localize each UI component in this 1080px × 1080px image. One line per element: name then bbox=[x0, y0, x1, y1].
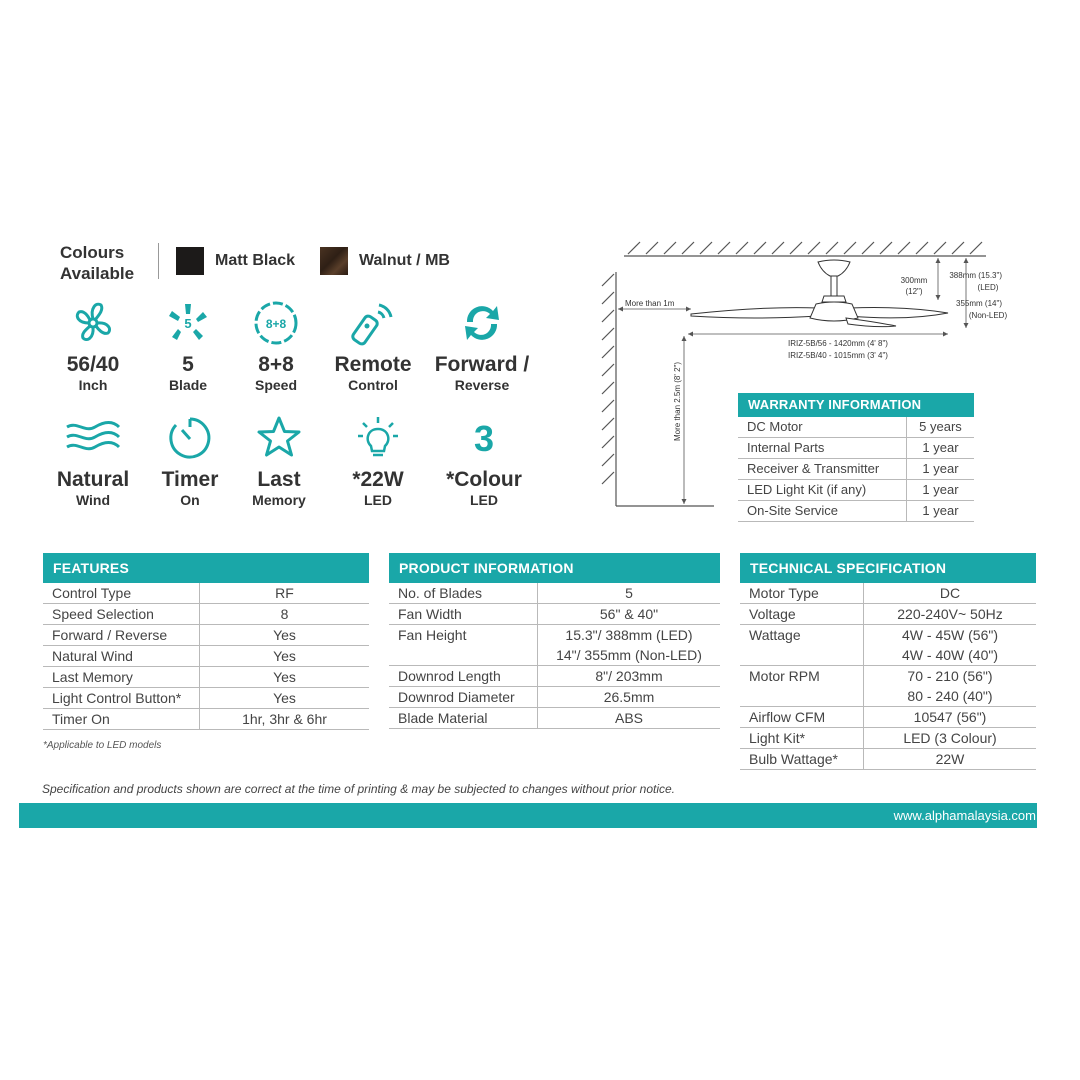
spec-value: 220-240V~ 50Hz bbox=[864, 604, 1037, 625]
product-info-title: PRODUCT INFORMATION bbox=[389, 553, 720, 583]
spec-item: Wattage bbox=[740, 625, 864, 666]
label-355mm: 355mm (14") bbox=[956, 299, 1002, 308]
feature-item: Last Memory bbox=[43, 667, 200, 688]
features-note: *Applicable to LED models bbox=[43, 740, 162, 751]
table-row bbox=[43, 667, 369, 688]
product-value-line2: 14"/ 355mm (Non-LED) bbox=[556, 647, 702, 663]
spec-item: Airflow CFM bbox=[740, 707, 864, 728]
feature-blades-value: 5 bbox=[182, 353, 194, 376]
table-row bbox=[43, 646, 369, 667]
ceiling-hatch bbox=[628, 242, 982, 254]
table-row bbox=[740, 625, 1036, 666]
feature-item: Forward / Reverse bbox=[43, 625, 200, 646]
feature-size-label: Inch bbox=[78, 377, 108, 393]
feature-reverse-value: Forward / bbox=[434, 353, 530, 376]
tech-spec-table bbox=[740, 553, 1036, 770]
spec-value: DC bbox=[864, 583, 1037, 604]
label-388mm: 388mm (15.3") bbox=[949, 271, 1002, 280]
speed-8-8-icon bbox=[251, 298, 301, 348]
swatch-walnut bbox=[320, 247, 348, 275]
footer-bar bbox=[19, 803, 1037, 828]
product-item: Blade Material bbox=[389, 708, 538, 729]
website-link[interactable]: www.alphamalaysia.com bbox=[893, 808, 1036, 823]
label-300mm-in: (12") bbox=[905, 287, 923, 296]
blade-5-icon-text: 5 bbox=[184, 316, 192, 331]
feature-size-value: 56/40 bbox=[66, 353, 120, 376]
product-item: Fan Width bbox=[389, 604, 538, 625]
timer-icon bbox=[165, 413, 215, 463]
feature-wind-value: Natural bbox=[56, 468, 130, 491]
spec-item: Motor Type bbox=[740, 583, 864, 604]
spec-value-line1: 4W - 45W (56") bbox=[902, 627, 998, 643]
spec-value-line2: 80 - 240 (40") bbox=[907, 688, 993, 704]
spec-value: LED (3 Colour) bbox=[864, 728, 1037, 749]
feature-item: Speed Selection bbox=[43, 604, 200, 625]
feature-memory-label: Memory bbox=[252, 492, 306, 508]
spec-value-line1: 70 - 210 (56") bbox=[907, 668, 993, 684]
swatch-matt-black bbox=[176, 247, 204, 275]
spec-value bbox=[864, 666, 1037, 707]
warranty-value: 1 year bbox=[907, 480, 975, 501]
label-more-than-1m: More than 1m bbox=[625, 299, 675, 308]
product-item: Downrod Length bbox=[389, 666, 538, 687]
product-item: Fan Height bbox=[389, 625, 538, 666]
feature-blades bbox=[138, 298, 238, 393]
feature-value: Yes bbox=[200, 646, 370, 667]
warranty-title: WARRANTY INFORMATION bbox=[738, 393, 974, 417]
disclaimer: Specification and products shown are correct at the time of printing & may be subjected to changes without prior notice. bbox=[42, 782, 676, 796]
feature-22w-label: LED bbox=[364, 492, 392, 508]
table-row bbox=[389, 708, 720, 729]
feature-item: Control Type bbox=[43, 583, 200, 604]
warranty-item: Receiver & Transmitter bbox=[738, 459, 907, 480]
label-more-than-2-5m: More than 2.5m (8' 2") bbox=[673, 361, 682, 441]
label-300mm: 300mm bbox=[900, 276, 928, 285]
tech-spec-rows bbox=[740, 583, 1036, 770]
features-rows bbox=[43, 583, 369, 730]
table-row bbox=[389, 625, 720, 666]
table-row bbox=[738, 417, 974, 438]
spec-item: Light Kit* bbox=[740, 728, 864, 749]
star-icon bbox=[254, 413, 304, 463]
feature-speed bbox=[226, 298, 326, 393]
product-item: Downrod Diameter bbox=[389, 687, 538, 708]
table-row bbox=[43, 709, 369, 730]
table-row bbox=[43, 583, 369, 604]
remote-icon bbox=[348, 298, 398, 348]
label-388mm-led: (LED) bbox=[977, 283, 999, 292]
feature-value: RF bbox=[200, 583, 370, 604]
colours-title-line2: Available bbox=[60, 264, 135, 283]
swatch-label-walnut: Walnut / MB bbox=[359, 252, 450, 269]
table-row bbox=[738, 501, 974, 522]
feature-colour-value: *Colour bbox=[446, 468, 522, 491]
label-span-40: IRIZ-5B/40 - 1015mm (3' 4") bbox=[788, 351, 888, 360]
table-row bbox=[738, 438, 974, 459]
feature-colour bbox=[434, 413, 534, 508]
product-info-rows bbox=[389, 583, 720, 729]
product-value: 56" & 40" bbox=[538, 604, 721, 625]
warranty-rows bbox=[738, 417, 974, 522]
warranty-value: 1 year bbox=[907, 438, 975, 459]
product-value: 5 bbox=[538, 583, 721, 604]
feature-value: 8 bbox=[200, 604, 370, 625]
feature-reverse-label: Reverse bbox=[454, 377, 510, 393]
features-table bbox=[43, 553, 369, 751]
table-row bbox=[740, 583, 1036, 604]
feature-item: Light Control Button* bbox=[43, 688, 200, 709]
spec-value bbox=[864, 625, 1037, 666]
feature-remote bbox=[323, 298, 423, 393]
feature-last-memory bbox=[229, 413, 329, 508]
table-row bbox=[389, 666, 720, 687]
features-title: FEATURES bbox=[43, 553, 369, 583]
feature-value: Yes bbox=[200, 688, 370, 709]
warranty-item: LED Light Kit (if any) bbox=[738, 480, 907, 501]
warranty-item: DC Motor bbox=[738, 417, 907, 438]
product-value: 26.5mm bbox=[538, 687, 721, 708]
wind-icon bbox=[63, 413, 123, 463]
product-value: ABS bbox=[538, 708, 721, 729]
feature-wind-label: Wind bbox=[75, 492, 111, 508]
table-row bbox=[43, 604, 369, 625]
swatch-label-matt-black: Matt Black bbox=[215, 252, 296, 269]
feature-item: Timer On bbox=[43, 709, 200, 730]
reverse-arrows-icon bbox=[457, 298, 507, 348]
table-row bbox=[738, 459, 974, 480]
feature-timer bbox=[140, 413, 240, 508]
label-span-56: IRIZ-5B/56 - 1420mm (4' 8") bbox=[788, 339, 888, 348]
product-value: 8"/ 203mm bbox=[538, 666, 721, 687]
tech-spec-title: TECHNICAL SPECIFICATION bbox=[740, 553, 1036, 583]
table-row bbox=[740, 707, 1036, 728]
feature-22w-value: *22W bbox=[352, 468, 404, 491]
spec-item: Motor RPM bbox=[740, 666, 864, 707]
feature-blades-label: Blade bbox=[168, 377, 208, 393]
table-row bbox=[738, 480, 974, 501]
table-row bbox=[740, 666, 1036, 707]
table-row bbox=[389, 583, 720, 604]
feature-natural-wind bbox=[43, 413, 143, 508]
warranty-value: 1 year bbox=[907, 501, 975, 522]
spec-item: Bulb Wattage* bbox=[740, 749, 864, 770]
table-row bbox=[740, 604, 1036, 625]
feature-timer-label: On bbox=[180, 492, 200, 508]
colours-title-line1: Colours bbox=[60, 243, 125, 262]
product-value bbox=[538, 625, 721, 666]
spec-item: Voltage bbox=[740, 604, 864, 625]
table-row bbox=[740, 749, 1036, 770]
product-value-line1: 15.3"/ 388mm (LED) bbox=[565, 627, 693, 643]
feature-value: 1hr, 3hr & 6hr bbox=[200, 709, 370, 730]
feature-timer-value: Timer bbox=[161, 468, 219, 491]
feature-value: Yes bbox=[200, 625, 370, 646]
number-3-icon: 3 bbox=[473, 418, 495, 459]
feature-colour-label: LED bbox=[470, 492, 498, 508]
colours-title bbox=[60, 242, 134, 284]
warranty-table bbox=[738, 393, 974, 522]
product-info-table bbox=[389, 553, 720, 729]
table-row bbox=[389, 687, 720, 708]
feature-speed-label: Speed bbox=[254, 377, 297, 393]
feature-22w bbox=[328, 413, 428, 508]
table-row bbox=[740, 728, 1036, 749]
divider bbox=[158, 243, 159, 279]
spec-value: 10547 (56") bbox=[864, 707, 1037, 728]
feature-size bbox=[43, 298, 143, 393]
feature-value: Yes bbox=[200, 667, 370, 688]
spec-value-line2: 4W - 40W (40") bbox=[902, 647, 998, 663]
bulb-icon bbox=[353, 413, 403, 463]
product-item: No. of Blades bbox=[389, 583, 538, 604]
fan-icon bbox=[68, 298, 118, 348]
table-row bbox=[389, 604, 720, 625]
label-355mm-nonled: (Non-LED) bbox=[968, 311, 1008, 320]
warranty-value: 5 years bbox=[907, 417, 975, 438]
warranty-value: 1 year bbox=[907, 459, 975, 480]
table-row bbox=[43, 625, 369, 646]
blade-5-icon bbox=[163, 298, 213, 348]
feature-remote-value: Remote bbox=[334, 353, 412, 376]
warranty-item: Internal Parts bbox=[738, 438, 907, 459]
feature-speed-value: 8+8 bbox=[258, 353, 294, 376]
table-row bbox=[43, 688, 369, 709]
warranty-item: On-Site Service bbox=[738, 501, 907, 522]
speed-icon-text: 8+8 bbox=[265, 317, 287, 331]
feature-memory-value: Last bbox=[257, 468, 301, 491]
feature-remote-label: Control bbox=[348, 377, 398, 393]
feature-item: Natural Wind bbox=[43, 646, 200, 667]
feature-reverse bbox=[432, 298, 532, 393]
spec-value: 22W bbox=[864, 749, 1037, 770]
